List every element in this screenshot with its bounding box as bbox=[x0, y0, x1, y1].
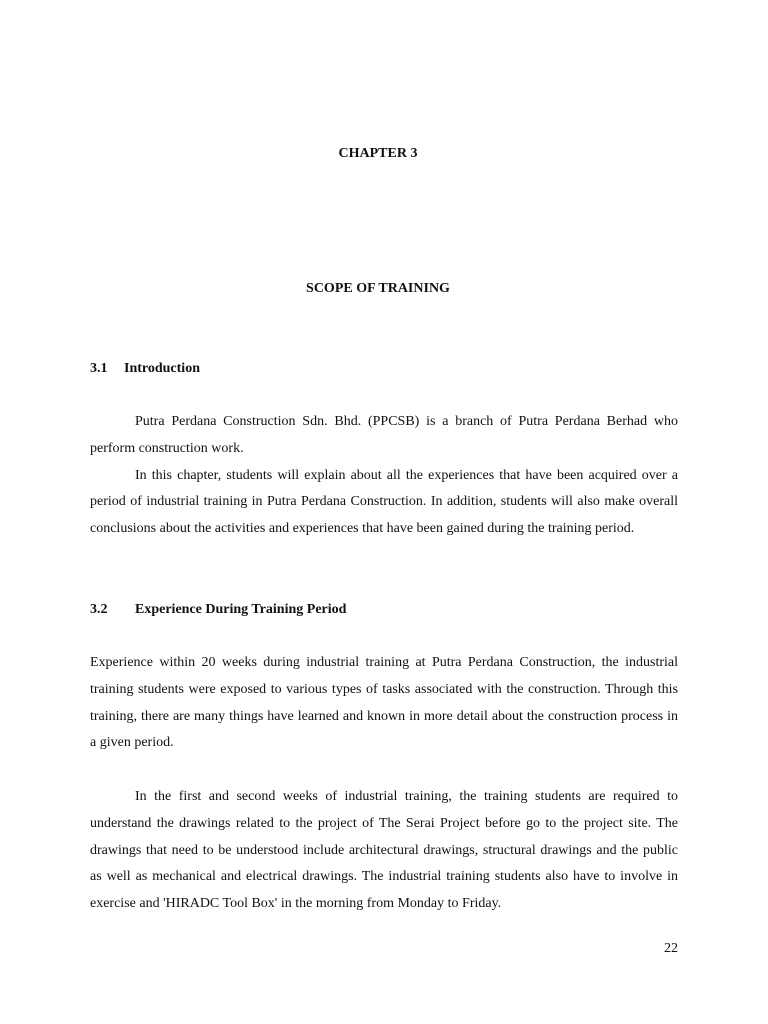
paragraph: Putra Perdana Construction Sdn. Bhd. (PPCSB) is a branch of Putra Perdana Berhad who perform construction work. bbox=[90, 414, 678, 456]
paragraph: In this chapter, students will explain about all the experiences that have been acquired over a period of industrial training in Putra Perdana Construction. In addition, students will also make overall conclusions about the activities and experiences that have been gained during the training period. bbox=[90, 467, 678, 537]
chapter-title: SCOPE OF TRAINING bbox=[306, 281, 450, 296]
section-title: Introduction bbox=[124, 361, 200, 376]
paragraph: In the first and second weeks of industrial training, the training students are required to understand the drawings related to the project of The Serai Project before go to the project site. The drawings that need to be understood include architectural drawings, structural drawings and the public as well as mechanical and electrical drawings. The industrial training students also have to involve in exercise and 'HIRADC Tool Box' in the morning from Monday to Friday. bbox=[90, 789, 678, 912]
section-heading-introduction bbox=[90, 361, 200, 377]
chapter-label: CHAPTER 3 bbox=[338, 146, 418, 161]
page-number: 22 bbox=[664, 941, 678, 956]
experience-body-2 bbox=[90, 784, 678, 918]
section-number: 3.2 bbox=[90, 602, 108, 617]
paragraph: Experience within 20 weeks during industrial training at Putra Perdana Construction, the industrial training students were exposed to various types of tasks associated with the construction. Through this training, there are many things have learned and known in more detail about the construction process in a given period. bbox=[90, 655, 678, 751]
introduction-body bbox=[90, 409, 678, 543]
section-heading-experience bbox=[90, 602, 346, 618]
section-title: Experience During Training Period bbox=[135, 602, 347, 617]
section-number: 3.1 bbox=[90, 361, 108, 376]
experience-body-1 bbox=[90, 650, 678, 757]
